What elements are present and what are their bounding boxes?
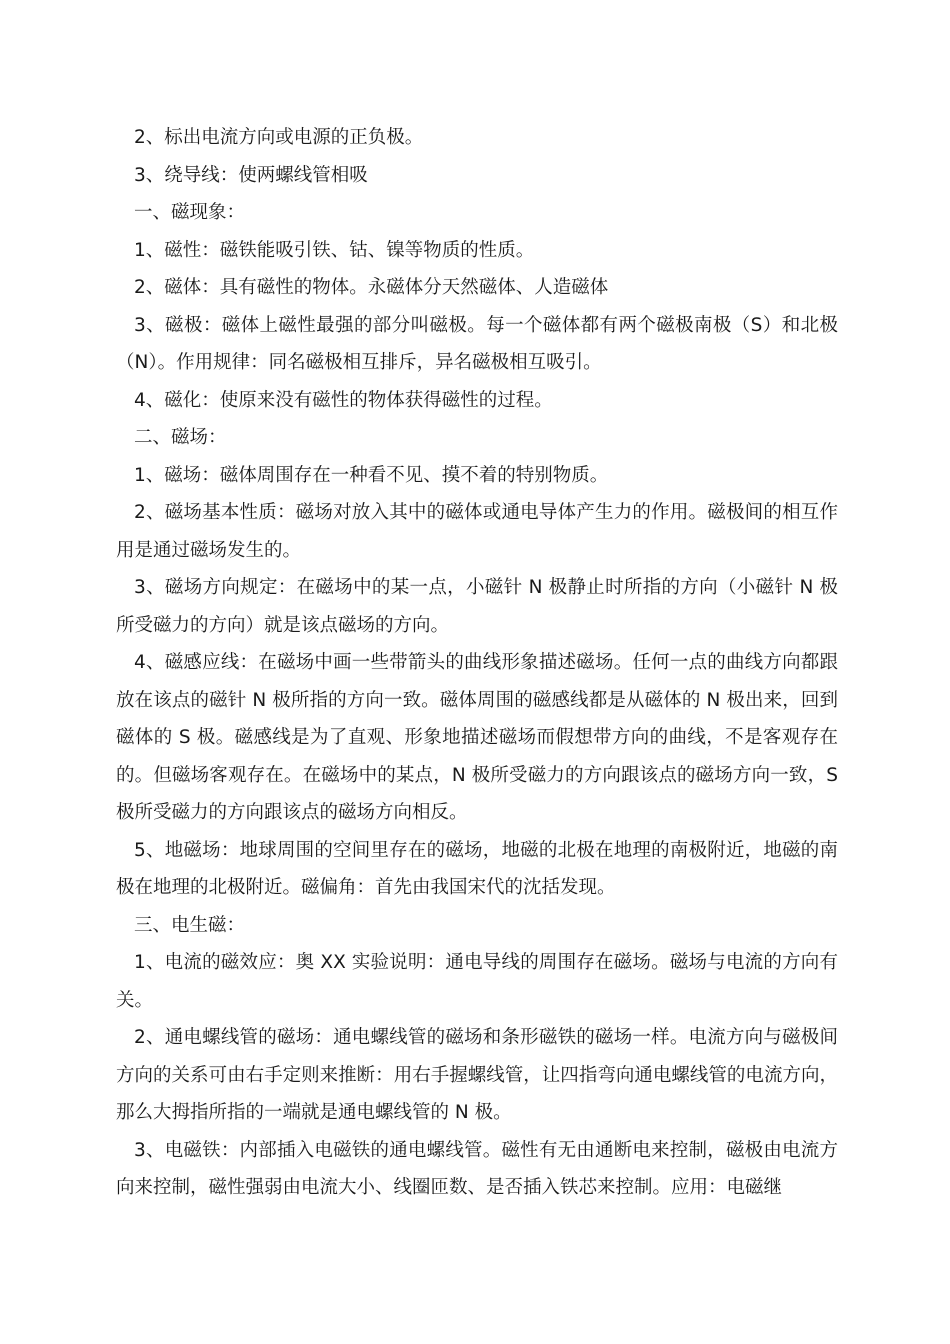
paragraph-11: 5、地磁场：地球周围的空间里存在的磁场，地磁的北极在地理的南极附近，地磁的南极在地理的北极附近。磁偏角：首先由我国宋代的沈括发现。 [116,839,838,898]
paragraph-13: 2、通电螺线管的磁场：通电螺线管的磁场和条形磁铁的磁场一样。电流方向与磁极间方向的关系可由右手定则来推断：用右手握螺线管，让四指弯向通电螺线管的电流方向，那么大拇指所指的一端就是通电螺线管的 N 极。 [116,1027,838,1123]
paragraph-6: 4、磁化：使原来没有磁性的物体获得磁性的过程。 [134,389,553,411]
paragraph-3: 1、磁性：磁铁能吸引铁、钴、镍等物质的性质。 [134,239,535,261]
paragraph-1: 2、标出电流方向或电源的正负极。 [134,127,424,148]
paragraph-10: 4、磁感应线：在磁场中画一些带箭头的曲线形象描述磁场。任何一点的曲线方向都跟放在该点的磁针 N 极所指的方向一致。磁体周围的磁感线都是从磁体的 N 极出来，回到磁体的 S 极。磁感线是为了直观、形象地描述磁场而假想带方向的曲线，不是客观存在的。但磁场客观存在。在磁场中的某点，N 极所受磁力的方向跟该点的磁场方向一致，S 极所受磁力的方向跟该点的磁场方向相反。 [116,652,838,823]
paragraph-14: 3、电磁铁：内部插入电磁铁的通电螺线管。磁性有无由通断电来控制，磁极由电流方向来控制，磁性强弱由电流大小、线圈匝数、是否插入铁芯来控制。应用：电磁继 [116,1139,838,1198]
paragraph-2: 3、绕导线：使两螺线管相吸 [134,164,368,186]
section-heading-3: 三、电生磁： [134,914,246,936]
document-page [116,0,838,1207]
paragraph-12: 1、电流的磁效应：奥 XX 实验说明：通电导线的周围存在磁场。磁场与电流的方向有关。 [116,952,838,1011]
section-heading-1: 一、磁现象： [134,202,246,223]
paragraph-5: 3、磁极：磁体上磁性最强的部分叫磁极。每一个磁体都有两个磁极南极（S）和北极（N）。作用规律：同名磁极相互排斥，异名磁极相互吸引。 [116,314,838,373]
paragraph-9: 3、磁场方向规定：在磁场中的某一点，小磁针 N 极静止时所指的方向（小磁针 N 极所受磁力的方向）就是该点磁场的方向。 [116,577,838,636]
section-heading-2: 二、磁场： [134,427,227,448]
paragraph-4: 2、磁体：具有磁性的物体。永磁体分天然磁体、人造磁体 [134,277,609,298]
paragraph-7: 1、磁场：磁体周围存在一种看不见、摸不着的特别物质。 [134,464,609,486]
paragraph-8: 2、磁场基本性质：磁场对放入其中的磁体或通电导体产生力的作用。磁极间的相互作用是通过磁场发生的。 [116,502,838,561]
